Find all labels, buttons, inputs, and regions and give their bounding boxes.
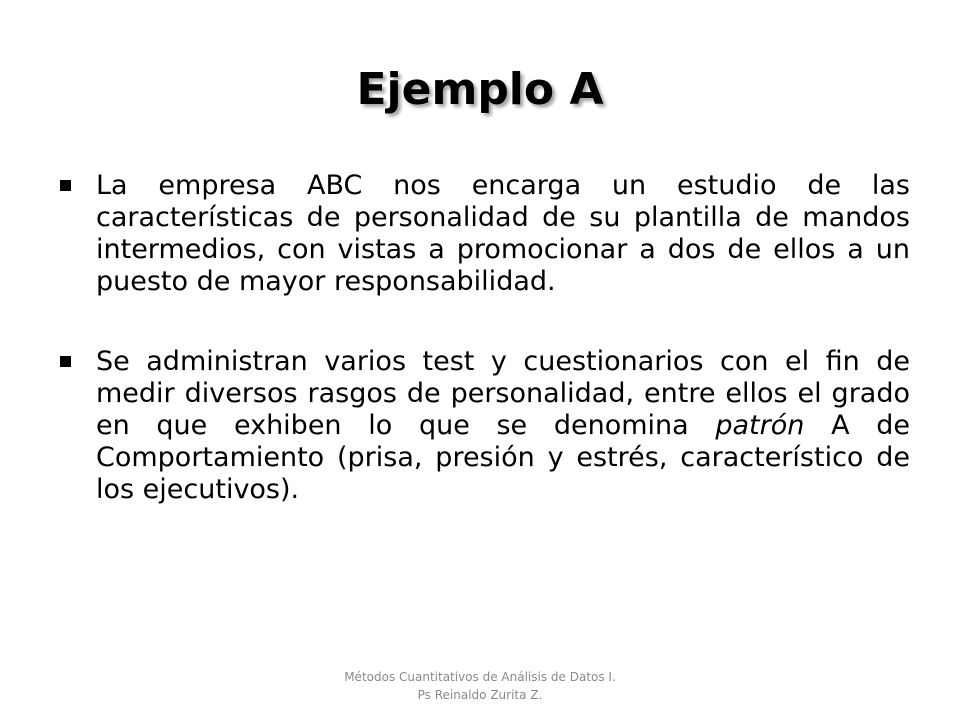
bullet-text-italic: patrón <box>715 410 805 441</box>
bullet-item <box>58 170 910 298</box>
square-bullet-icon <box>60 180 71 191</box>
slide-title: Ejemplo A <box>356 64 604 115</box>
square-bullet-icon <box>60 356 71 367</box>
bullet-text-after: A de Comportamiento (prisa, presión y estrés, característico de los ejecutivos). <box>96 410 910 505</box>
slide-footer <box>0 668 960 704</box>
footer-line-course: Métodos Cuantitativos de Análisis de Datos I. <box>344 670 616 684</box>
bullet-list <box>58 170 910 506</box>
bullet-item <box>58 346 910 506</box>
footer-line-author: Ps Reinaldo Zurita Z. <box>417 688 543 702</box>
bullet-text: La empresa ABC nos encarga un estudio de las características de personalidad de su plantilla de mandos intermedios, con vistas a promocionar a dos de ellos a un puesto de mayor responsabilidad. <box>96 170 910 297</box>
bullet-text-before: Se administran varios test y cuestionarios con el fin de medir diversos rasgos de personalidad, entre ellos el grado en que exhiben lo que se denomina <box>96 346 910 441</box>
